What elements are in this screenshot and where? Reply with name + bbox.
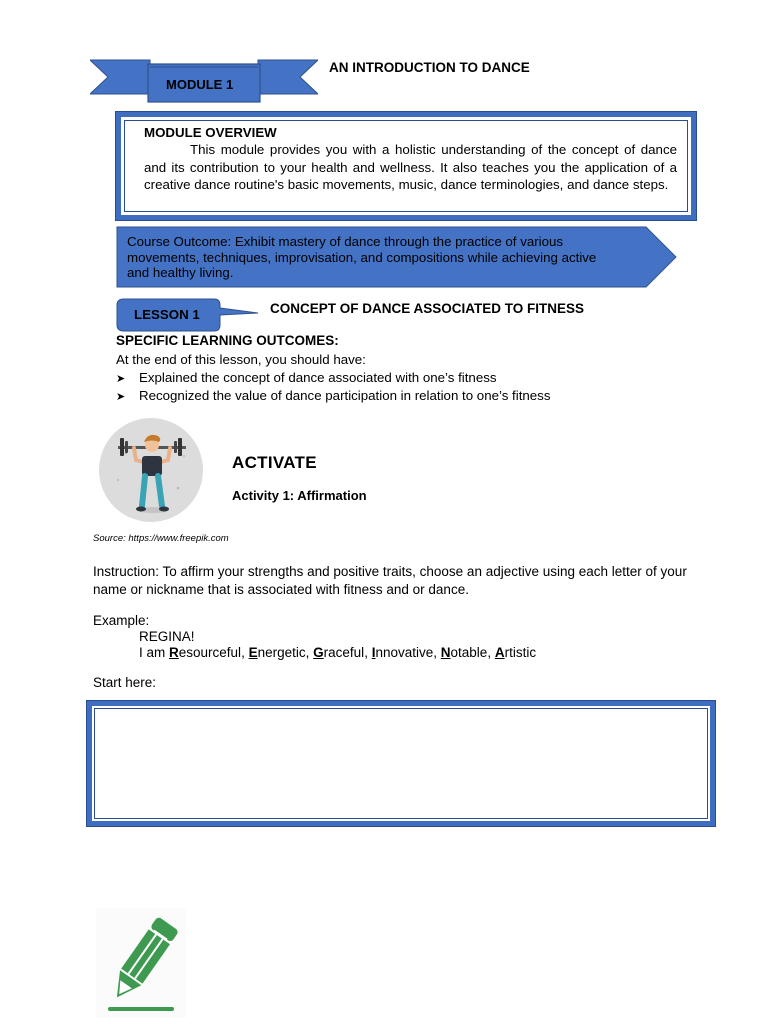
arrow-bullet-icon: ➤ (116, 373, 126, 385)
example-label: Example: (93, 613, 150, 628)
example-initial: E (248, 645, 258, 660)
example-initial: A (494, 645, 505, 660)
activity-title: Activity 1: Affirmation (232, 488, 367, 503)
example-initial: R (169, 645, 179, 660)
list-item (116, 370, 497, 385)
person-lifting-barbell-icon (96, 418, 206, 522)
image-source-caption: Source: https://www.freepik.com (93, 533, 229, 544)
answer-box-inner (94, 708, 708, 819)
example-affirmation: I am Resourceful, Energetic, Graceful, Innovative, Notable, Artistic (139, 645, 537, 660)
start-here-label: Start here: (93, 675, 157, 690)
lesson-title: CONCEPT OF DANCE ASSOCIATED TO FITNESS (270, 301, 585, 316)
example-initial: I (371, 645, 376, 660)
pencil-icon (96, 908, 186, 1018)
module-overview-box (116, 112, 696, 220)
example-word-rest: rtistic (504, 645, 537, 660)
example-word-rest: raceful (323, 645, 365, 660)
module-label: MODULE 1 (166, 77, 234, 92)
activate-heading: ACTIVATE (232, 453, 317, 472)
course-outcome-line: Course Outcome: Exhibit mastery of dance through the practice of various (127, 234, 564, 249)
example-initial: G (313, 645, 324, 660)
example-initial: N (440, 645, 451, 660)
course-outcome-line: movements, techniques, improvisation, and compositions while achieving active (127, 249, 597, 265)
course-outcome-line: and healthy living. (127, 265, 234, 280)
example-prefix: I am (139, 645, 170, 660)
example-word-rest: nergetic (257, 645, 306, 660)
slo-item-text: Recognized the value of dance participation in relation to one’s fitness (139, 388, 551, 403)
lesson-label: LESSON 1 (134, 307, 200, 322)
example-word-rest: otable (450, 645, 488, 660)
slo-intro: At the end of this lesson, you should have: (116, 352, 366, 367)
overview-heading: MODULE OVERVIEW (144, 125, 277, 140)
answer-box[interactable] (87, 701, 715, 826)
example-name: REGINA! (139, 629, 195, 644)
slo-heading: SPECIFIC LEARNING OUTCOMES: (116, 333, 339, 348)
list-item (116, 388, 550, 403)
course-outcome-text (127, 234, 647, 281)
arrow-bullet-icon: ➤ (116, 391, 126, 403)
instruction-text: Instruction: To affirm your strengths and positive traits, choose an adjective using each letter of your name or nickname that is associated with fitness and or dance. (93, 564, 687, 597)
overview-text: This module provides you with a holistic understanding of the concept of dance and its contribution to your health and wellness. It also teaches you the application of a creative dance routine's basic movements, music, dance terminologies, and dance steps. (144, 142, 677, 192)
module-title: AN INTRODUCTION TO DANCE (329, 60, 530, 75)
slo-item-text: Explained the concept of dance associated with one’s fitness (139, 370, 497, 385)
example-word-rest: nnovative (375, 645, 434, 660)
example-word-rest: esourceful (178, 645, 242, 660)
